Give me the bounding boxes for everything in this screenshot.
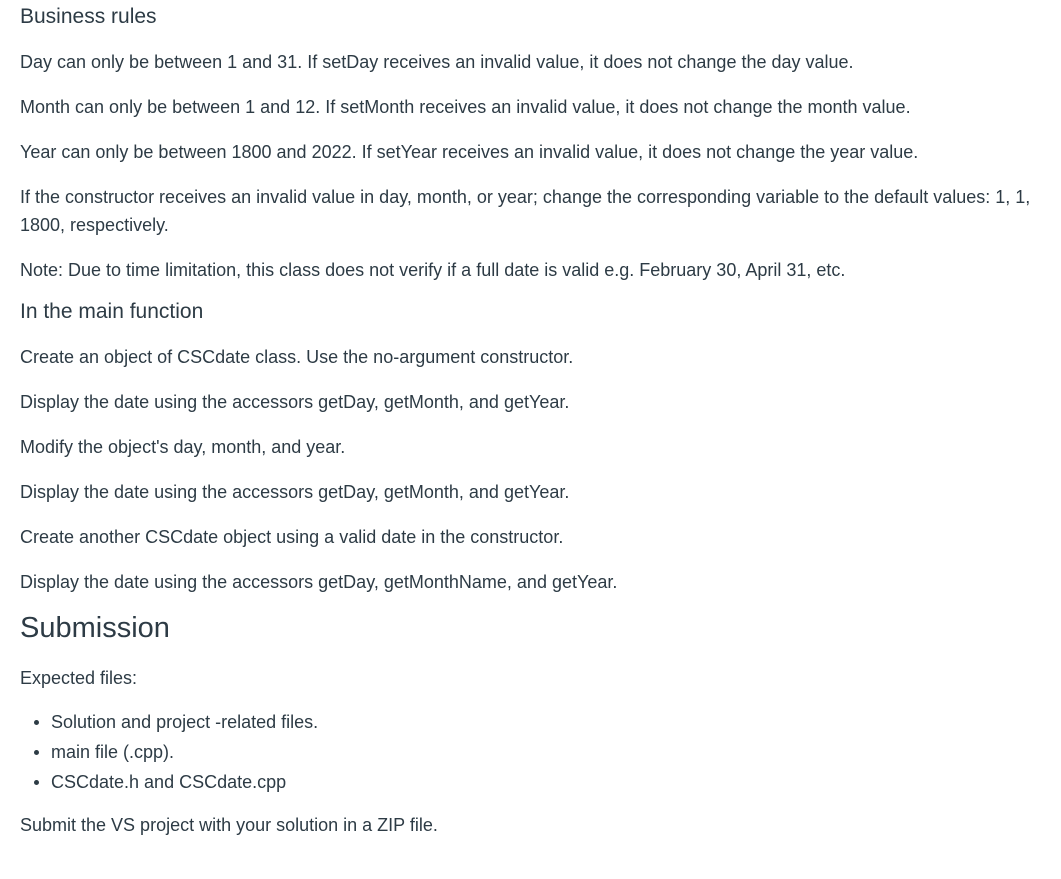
list-item: CSCdate.h and CSCdate.cpp: [51, 767, 1041, 797]
submission-heading: Submission: [20, 612, 170, 644]
main-step-5: Create another CSCdate object using a valid date in the constructor.: [20, 527, 564, 547]
expected-files-label: Expected files:: [20, 668, 138, 688]
main-step-4: Display the date using the accessors getDay, getMonth, and getYear.: [20, 482, 570, 502]
list-item: Solution and project -related files.: [51, 707, 1041, 737]
rule-month: Month can only be between 1 and 12. If setMonth receives an invalid value, it does not change the month value.: [20, 97, 911, 117]
assignment-content: [0, 3, 1061, 839]
list-item: main file (.cpp).: [51, 737, 1041, 767]
main-function-heading: In the main function: [20, 300, 204, 323]
rule-constructor: If the constructor receives an invalid value in day, month, or year; change the corresponding variable to the default values: 1, 1, 1800, respectively.: [20, 187, 1031, 235]
submission-instructions: Submit the VS project with your solution in a ZIP file.: [20, 815, 438, 835]
main-step-1: Create an object of CSCdate class. Use the no-argument constructor.: [20, 347, 574, 367]
expected-files-list: [20, 707, 1041, 797]
rule-year: Year can only be between 1800 and 2022. If setYear receives an invalid value, it does not change the year value.: [20, 142, 919, 162]
business-rules-heading: Business rules: [20, 5, 157, 28]
rule-note: Note: Due to time limitation, this class does not verify if a full date is valid e.g. February 30, April 31, etc.: [20, 260, 846, 280]
main-step-6: Display the date using the accessors getDay, getMonthName, and getYear.: [20, 572, 618, 592]
main-step-2: Display the date using the accessors getDay, getMonth, and getYear.: [20, 392, 570, 412]
rule-day: Day can only be between 1 and 31. If setDay receives an invalid value, it does not change the day value.: [20, 52, 854, 72]
main-step-3: Modify the object's day, month, and year.: [20, 437, 346, 457]
